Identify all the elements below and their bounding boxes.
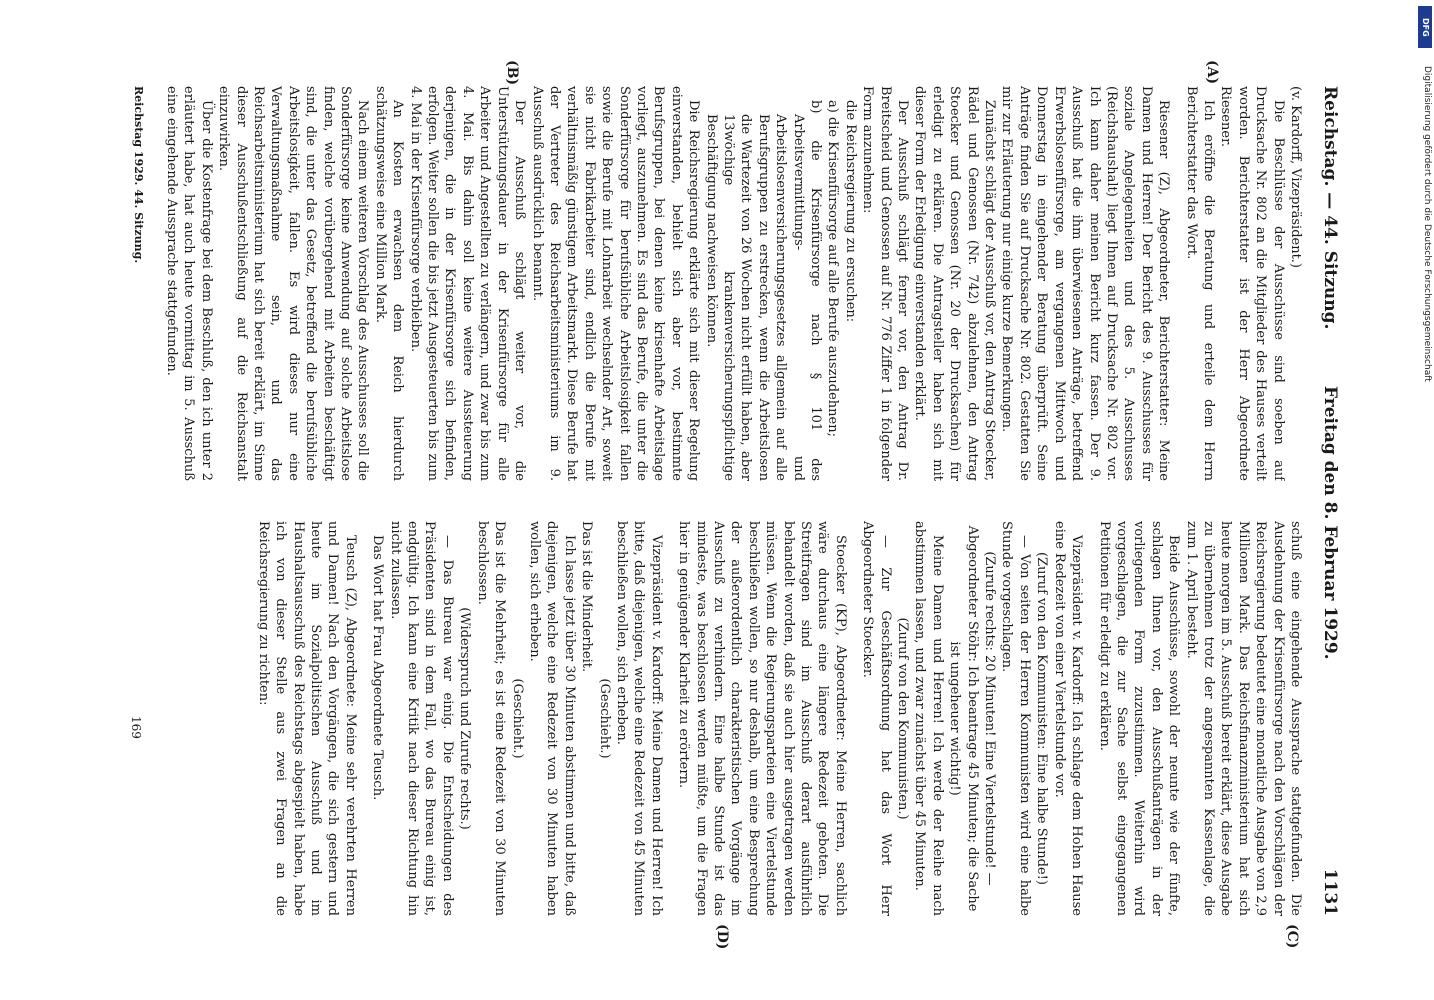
interjection: (Geschieht.) [509,678,525,759]
paragraph: An Kosten erwachsen dem Reich hierdurch schätzungsweise eine Million Mark. [372,86,406,481]
folio-number: 169 [129,716,143,739]
speech-stoecker: Stoecker (KP), Abgeordneter: Meine Herren, sachlich wäre durchaus eine längere Redezeit geboten. Die Streitfragen sind im Ausschuß derart ausführlich behandelt worden, daß sie auch hier ausgetragen werden müssen. Wenn die Regierungsparteien eine Viertelstunde beschließen wollen, so nur deshalb, um eine Besprechung der außerordentlich charakteristischen Vorgänge im Ausschuß zu verhindern. Eine halbe Stunde ist das mindeste, was beschlossen werden müßte, um die Fragen hier in genügender Klarheit zu erörtern. [676,521,848,916]
paragraph: Meine Damen und Herren! Ich werde der Reihe nach abstimmen lassen, und zwar zunächst über 45 Minuten. [912,521,945,916]
interjection: (Zuruf von den Kommunisten: Eine halbe Stunde!) [1034,552,1050,885]
paragraph: Beide Ausschüsse, sowohl der neunte wie der fünfte, schlagen Ihnen vor, den Ausschußanträgen in der vorliegenden Form zuzustimmen. Weiterhin wird vorgeschlagen, die zur Sache selbst eingegangenen Petitionen für erledigt zu erklären. [1096,521,1182,916]
text-column-right [154,521,1304,916]
interjection: (Geschieht.) [596,678,612,759]
running-head-session: Reichstag. — 44. Sitzung. [1320,86,1340,330]
speech-riesener: Riesener (Z), Abgeordneter, Berichterstatter: Meine Damen und Herren! Der Bericht des 9. Ausschusses für soziale Angelegenheiten und des 5. Ausschusses (Reichshaushalt) liegt Ihnen auf Drucksache Nr. 802 vor. Ich kann daher meinen Bericht kurz fassen. Der 9. Ausschuß hat die ihm überwiesenen Anträge, betreffend Erwerbslosenfürsorge, am vergangenen Mittwoch und Donnerstag in eingehender Beratung überprüft. Seine Anträge finden Sie auf Drucksache Nr. 802. Gestatten Sie mir zur Erläuterung nur einige kurze Bemerkungen. [999,86,1172,481]
paragraph: Über die Kostenfrage bei dem Beschluß, den ich unter 2 erläutert habe, hat auch heute vormittag im 5. Ausschuß eine eingehende Aussprache stattgefunden. [164,86,214,481]
dfg-attribution-text: Digitalisierung gefördert durch die Deutsche Forschungsgemeinschaft [1422,66,1432,382]
paragraph: Der Ausschuß schlägt ferner vor, den Antrag Dr. Breitscheid und Genossen auf Nr. 776 Ziffer 1 in folgender Form anzunehmen: [860,86,911,481]
paragraph: — Das Bureau war einig. Die Entscheidungen des Präsidenten sind in dem Fall, wo das Bureau einig ist, endgültig. Ich kann eine Kritik nach dieser Richtung hin nicht zulassen. [387,521,455,916]
running-head-date: Freitag den 8. Februar 1929. [1320,386,1340,660]
interjection: (Zuruf von den Kommunisten.) [895,617,911,820]
page-footer: Reichstag 1929. 44. Sitzung. [132,86,145,264]
speech-vizepraesident: Vizepräsident v. Kardorff: Meine Damen und Herren! Ich bitte, daß diejenigen, welche eine Redezeit von 45 Minuten beschließen wollen, sich erheben. [613,521,664,916]
paragraph: Nach einem weiteren Vorschlag des Ausschusses soll die Sonderfürsorge keine Anwendung auf solche Arbeitslose finden, welche vorübergehend mit Arbeiten beschäftigt sind, die unter das Gesetz, betreffend die berufsübliche Arbeitslosigkeit, fallen. Es wird dieses nur eine Verwaltungsmaßnahme sein, und das Reichsarbeitsministerium hat sich bereit erklärt, im Sinne dieser Ausschußentschließung auf die Reichsanstalt einzuwirken. [216,86,371,481]
interjection: (Zurufe rechts: 20 Minuten! Eine Viertelstunde! — Abgeordneter Stöhr: Ich beantrage 45 Minuten; die Sache ist ungeheuer wichtig!) [947,525,998,912]
paragraph: Der Ausschuß schlägt weiter vor, die Unterstützungsdauer in der Krisenfürsorge für alle Arbeiter und Angestellten zu verlängern, und zwar bis zum 4. Mai. Bis dahin soll keine weitere Aussteuerung derjenigen, die in der Krisenfürsorge sich befinden, erfolgen. Weiter sollen die bis jetzt Ausgesteuerten bis zum 4. Mai in der Krisenfürsorge verbleiben. [407,86,528,481]
paragraph: Ich eröffne die Beratung und erteile dem Herrn Berichterstatter das Wort. [1183,86,1216,481]
motion-item-a: a) die Krisenfürsorge auf alle Berufe auszudehnen; [825,100,841,437]
paragraph: Ich lasse jetzt über 30 Minuten abstimmen und bitte, daß diejenigen, welche eine Redezeit von 30 Minuten haben wollen, sich erheben. [526,521,577,916]
margin-marker-c: (C) [1284,924,1300,949]
interjection: (Widerspruch und Zurufe rechts.) [457,607,473,830]
margin-marker-b: (B) [504,60,520,86]
margin-marker-d: (D) [714,924,730,950]
paragraph: schuß eine eingehende Aussprache stattgefunden. Die Ausdehnung der Krisenfürsorge nach den Vorschlägen der Reichsregierung bedeutet eine monatliche Ausgabe von 2,9 Millionen Mark. Das Reichsfinanzministerium hat sich heute morgen im 5. Ausschuß bereit erklärt, diese Ausgabe zu übernehmen trotz der angespannten Kassenlage, die zum 1. April besteht. [1183,521,1303,916]
speech-vizepraesident: Vizepräsident v. Kardorff: Ich schlage dem Hohen Hause eine Redezeit von einer Viertelstunde vor. [1051,521,1085,916]
paragraph: — Zur Geschäftsordnung hat das Wort Herr Abgeordneter Stoecker. [860,521,893,916]
page-number: 1131 [1320,868,1340,916]
text-column-left [154,86,1304,481]
paragraph: Das ist die Mehrheit; es ist eine Redezeit von 30 Minuten beschlossen. [474,521,508,916]
paragraph: Das ist die Minderheit. [579,521,595,673]
dfg-attribution [1418,6,1432,996]
dfg-logo: DFG [1418,6,1432,48]
paragraph: Zunächst schlägt der Ausschuß vor, den Antrag Stoecker, Rädel und Genossen (Nr. 742) abzulehnen, den Antrag Stoecker und Genossen (Nr. 20 der Drucksachen) für erledigt zu erklären. Die Antragsteller haben sich mit dieser Form der Erledigung einverstanden erklärt. [912,86,998,481]
motion-item-b: b) die Krisenfürsorge nach § 101 des Arbeitsvermittlungs- und Arbeitslosenversicherungsgesetzes allgemein auf alle Berufsgruppen zu erstrecken, wenn die Arbeitslosen die Wartezeit von 26 Wochen nicht erfüllt haben, aber 13wöchige krankenversicherungspflichtige Beschäftigung nachweisen können. [703,100,824,481]
paragraph: Die Beschlüsse der Ausschüsse sind soeben auf Drucksache Nr. 802 an die Mitglieder des Hauses verteilt worden. Berichterstatter ist der Herr Abgeordnete Riesener. [1218,86,1286,481]
motion-intro: die Reichsregierung zu ersuchen: [842,100,858,323]
running-head [1314,86,1340,916]
speech-teusch: Teusch (Z), Abgeordnete: Meine sehr verehrten Herren und Damen! Nach den Vorgängen, die sich gestern und heute im Sozialpolitischen Ausschuß und im Haushaltsausschuß des Reichstags abgespielt haben, habe ich von dieser Stelle aus zwei Fragen an die Reichsregierung zu richten: [255,521,358,916]
speaker-continuation: (v. Kardorff, Vizepräsident.) [1288,86,1303,269]
paragraph: — Von seiten der Herren Kommunisten wird eine halbe Stunde vorgeschlagen. [999,521,1032,916]
margin-marker-a: (A) [1204,60,1220,85]
paragraph: Die Reichsregierung erklärte sich mit dieser Regelung einverstanden, behielt sich aber vor, bestimmte Berufsgruppen, bei denen keine krisenhafte Arbeitslage vorliegt, auszunehmen. Es sind das Berufe, die unter die Sonderfürsorge für berufsübliche Arbeitslosigkeit fallen sowie die Berufe mit Lohnarbeit wechselnder Art, soweit sie nicht Fabrikarbeiter sind, endlich die Berufe mit verhältnismäßig günstigem Arbeitsmarkt. Diese Berufe hat der Vertreter des Reichsarbeitsministeriums im 9. Ausschuß ausdrücklich benannt. [529,86,702,481]
document-page [110,60,1340,950]
paragraph: Das Wort hat Frau Abgeordnete Teusch. [370,535,386,801]
